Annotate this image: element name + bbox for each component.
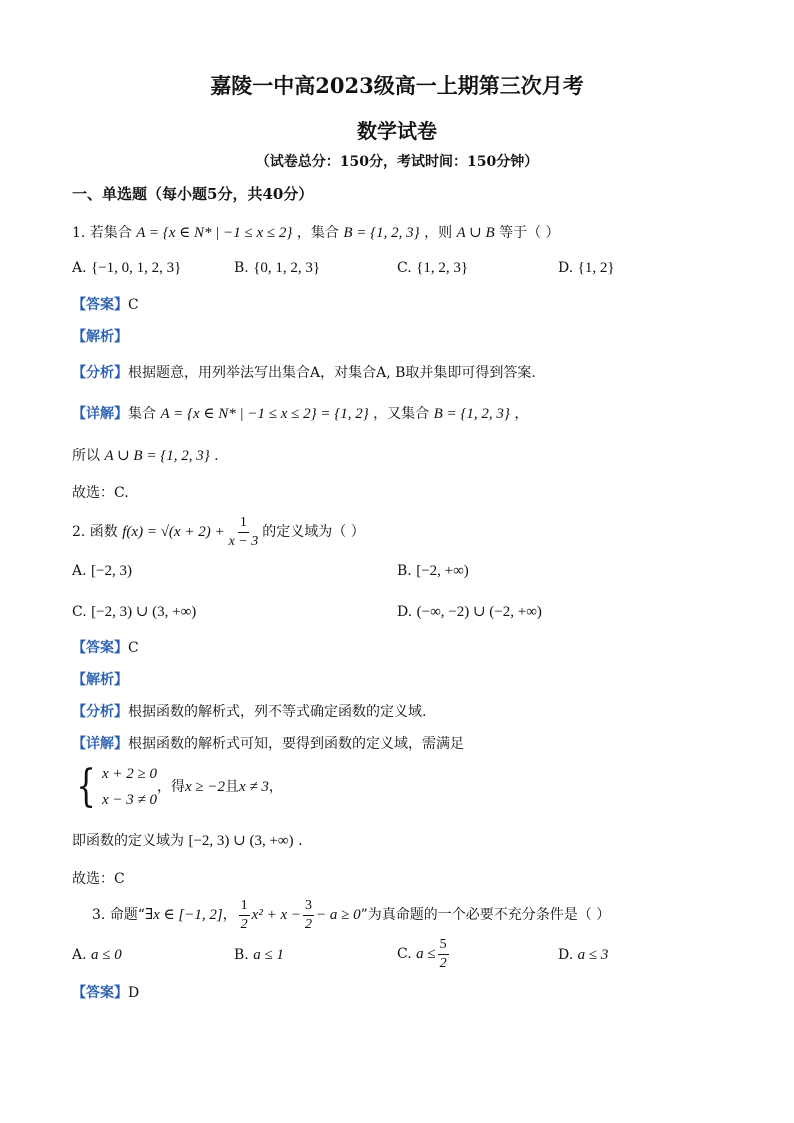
answer-value: D	[128, 985, 140, 1001]
q3-exists: ∃x ∈ [−1, 2]	[144, 907, 223, 923]
q3-expr: − a ≥ 0	[315, 907, 361, 923]
q3-fraction-2	[303, 899, 314, 932]
fraction-numerator: 1	[238, 516, 249, 533]
q3-option-c	[397, 934, 451, 974]
q2-pre: 2. 函数	[72, 524, 118, 540]
option-key: D.	[558, 260, 574, 276]
exam-title: 嘉陵一中高2023级高一上期第三次月考	[210, 73, 584, 98]
inequality-system	[72, 763, 157, 811]
answer-value: C	[128, 640, 139, 656]
so-expr: A ∪ B = {1, 2, 3}	[104, 448, 210, 464]
option-value: {1, 2}	[577, 260, 615, 276]
q1-set-a: A = {x ∈ N* | −1 ≤ x ≤ 2}	[136, 225, 293, 241]
q3-fraction-1	[239, 899, 250, 932]
option-key: D.	[558, 947, 574, 963]
domain-text: 即函数的定义域为	[72, 833, 184, 849]
option-key: C.	[397, 260, 412, 276]
system-line: x − 3 ≠ 0	[102, 792, 158, 808]
q1-option-c	[397, 257, 468, 279]
q3-option-d	[558, 944, 608, 966]
analysis-tag: 【分析】	[72, 704, 128, 720]
option-key: D.	[397, 604, 413, 620]
q1-option-b	[234, 257, 320, 279]
option-key: B.	[234, 947, 249, 963]
option-value: a ≤	[416, 946, 436, 962]
q1-answer	[72, 294, 139, 316]
explain-tag: 【解析】	[72, 672, 128, 688]
q3-post: ”为真命题的一个必要不充分条件是（ ）	[360, 907, 611, 923]
detail-expr: B = {1, 2, 3}	[433, 406, 510, 422]
option-key: B.	[234, 260, 249, 276]
option-key: A.	[72, 947, 87, 963]
explain-tag: 【解析】	[72, 329, 128, 345]
q2-expr: f(x) = √(x + 2) +	[122, 524, 225, 540]
option-value: a ≤ 0	[91, 947, 122, 963]
q2-fraction	[227, 516, 261, 549]
option-fraction	[438, 938, 449, 971]
analysis-text: 根据题意，用列举法写出集合A，对集合A, B取并集即可得到答案.	[128, 365, 536, 381]
fraction-numerator: 3	[303, 899, 314, 916]
option-value: a ≤ 1	[253, 947, 284, 963]
system-text: 且	[225, 779, 240, 795]
q2-detail	[72, 733, 464, 755]
option-key: C.	[72, 604, 87, 620]
q3-expr: x² + x −	[251, 907, 301, 923]
system-text: ，得	[157, 779, 186, 795]
q3-option-b	[234, 944, 284, 966]
detail-tag: 【详解】	[72, 406, 128, 422]
q3-answer	[72, 982, 139, 1004]
exam-subtitle: 数学试卷	[357, 119, 437, 143]
q2-post: 的定义域为（ ）	[262, 524, 365, 540]
so-text: 所以	[72, 448, 100, 464]
detail-text: 根据函数的解析式可知，要得到函数的定义域，需满足	[128, 736, 464, 752]
detail-expr: A = {x ∈ N* | −1 ≤ x ≤ 2} = {1, 2}	[160, 406, 369, 422]
fraction-denominator: 2	[240, 916, 248, 932]
detail-text: 集合	[128, 406, 156, 422]
q2-system	[72, 763, 283, 811]
q1-union: A ∪ B	[456, 225, 495, 241]
q3-stem	[92, 895, 610, 935]
q2-explain	[72, 669, 128, 691]
q1-post: 等于（ ）	[499, 225, 560, 241]
system-line: x + 2 ≥ 0	[102, 766, 158, 782]
analysis-tag: 【分析】	[72, 365, 128, 381]
option-value: [−2, 3)	[91, 563, 132, 579]
so-text: .	[214, 448, 219, 464]
option-value: a ≤ 3	[577, 947, 609, 963]
section-heading: 一、单选题（每小题5分，共40分）	[72, 185, 314, 203]
q1-pre: 1. 若集合	[72, 225, 132, 241]
answer-value: C	[128, 297, 139, 313]
answer-tag: 【答案】	[72, 985, 128, 1001]
detail-text: ，	[514, 406, 529, 422]
detail-text: ，又集合	[373, 406, 430, 422]
fraction-denominator: x − 3	[228, 533, 259, 549]
option-value: [−2, +∞)	[416, 563, 469, 579]
q3-pre: 3. 命题“	[92, 907, 145, 923]
detail-tag: 【详解】	[72, 736, 128, 752]
fraction-numerator: 5	[438, 938, 449, 955]
q1-explain	[72, 326, 128, 348]
q2-option-d	[397, 601, 542, 623]
q1-option-a	[72, 257, 181, 279]
q1-set-b: B = {1, 2, 3}	[343, 225, 420, 241]
domain-text: .	[298, 833, 303, 849]
q2-stem	[72, 512, 365, 552]
q1-analysis	[72, 362, 536, 384]
system-text: ，	[268, 779, 283, 795]
option-key: A.	[72, 260, 87, 276]
option-value: (−∞, −2) ∪ (−2, +∞)	[416, 604, 542, 620]
system-cond: x ≠ 3	[239, 779, 269, 795]
option-key: B.	[397, 563, 412, 579]
answer-tag: 【答案】	[72, 297, 128, 313]
answer-tag: 【答案】	[72, 640, 128, 656]
domain-expr: [−2, 3) ∪ (3, +∞)	[188, 833, 294, 849]
q2-option-a	[72, 560, 132, 582]
q1-so	[72, 445, 219, 467]
exam-note: （试卷总分：150分，考试时间：150分钟）	[255, 154, 539, 170]
option-key: A.	[72, 563, 87, 579]
q2-choose: 故选：C	[72, 871, 125, 887]
q2-answer	[72, 637, 139, 659]
fraction-denominator: 2	[439, 955, 447, 971]
q1-mid: ，集合	[296, 225, 339, 241]
option-value: {0, 1, 2, 3}	[253, 260, 321, 276]
q2-analysis	[72, 701, 426, 723]
option-key: C.	[397, 946, 412, 962]
q3-option-a	[72, 944, 122, 966]
fraction-numerator: 1	[239, 899, 250, 916]
q2-option-b	[397, 560, 469, 582]
q1-mid2: ，则	[424, 225, 453, 241]
option-value: [−2, 3) ∪ (3, +∞)	[91, 604, 197, 620]
brace-glyph: {	[76, 761, 96, 812]
option-value: {−1, 0, 1, 2, 3}	[91, 260, 182, 276]
q1-detail	[72, 403, 528, 425]
q3-comma: ，	[222, 907, 237, 923]
fraction-denominator: 2	[304, 916, 312, 932]
q1-option-d	[558, 257, 615, 279]
option-value: {1, 2, 3}	[416, 260, 469, 276]
q2-domain	[72, 830, 303, 852]
q1-choose: 故选：C.	[72, 485, 129, 501]
q1-stem	[72, 222, 560, 244]
q2-option-c	[72, 601, 196, 623]
analysis-text: 根据函数的解析式，列不等式确定函数的定义域.	[128, 704, 427, 720]
system-cond: x ≥ −2	[185, 779, 226, 795]
